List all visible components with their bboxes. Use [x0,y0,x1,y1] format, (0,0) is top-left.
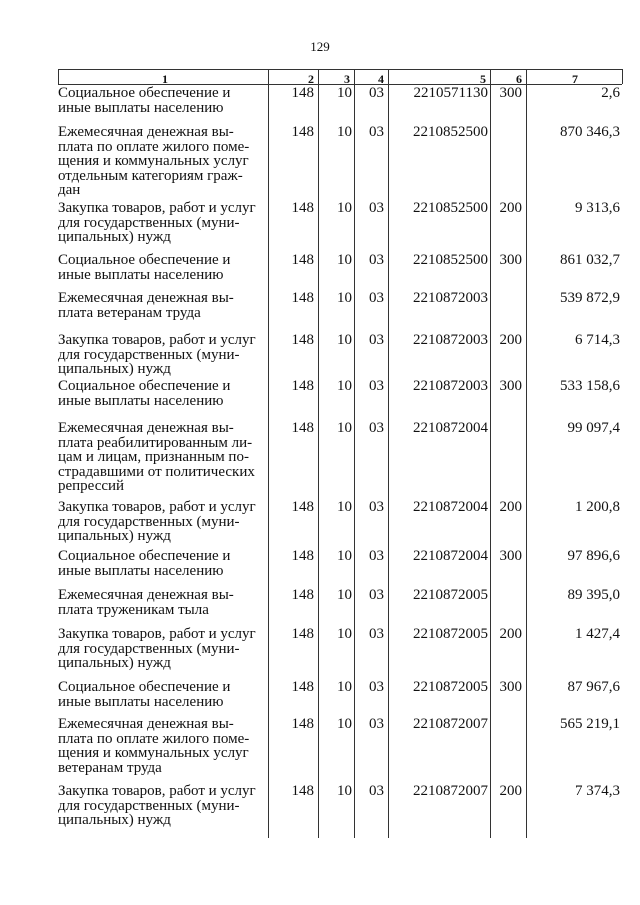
row-name: Социальное обеспечение и иные выплаты населению [58,548,231,579]
cell-subsection: 03 [369,124,384,140]
cell-amount: 1 200,8 [575,499,620,515]
cell-section: 10 [337,783,352,799]
cell-amount: 97 896,6 [567,548,620,564]
cell-subsection: 03 [369,783,384,799]
cell-amount: 1 427,4 [575,626,620,642]
cell-admin-code: 148 [291,548,314,564]
column-header-7: 7 [572,72,578,86]
row-name: Закупка товаров, работ и услуг для государственных (муни- ципальных) нужд [58,783,256,828]
row-name: Закупка товаров, работ и услуг для государственных (муни- ципальных) нужд [58,626,256,671]
cell-amount: 89 395,0 [567,587,620,603]
cell-target-article: 2210852500 [413,252,488,268]
cell-target-article: 2210872005 [413,626,488,642]
column-divider [622,69,623,84]
column-header-6: 6 [516,72,522,86]
cell-target-article: 2210872003 [413,290,488,306]
cell-admin-code: 148 [291,716,314,732]
cell-admin-code: 148 [291,332,314,348]
cell-target-article: 2210872004 [413,499,488,515]
row-name: Социальное обеспечение и иные выплаты населению [58,378,231,409]
cell-admin-code: 148 [291,290,314,306]
cell-target-article: 2210872007 [413,783,488,799]
cell-target-article: 2210872005 [413,679,488,695]
cell-subsection: 03 [369,85,384,101]
column-header-1: 1 [162,72,168,86]
row-name: Закупка товаров, работ и услуг для государственных (муни- ципальных) нужд [58,332,256,377]
column-divider [58,69,59,84]
cell-subsection: 03 [369,290,384,306]
column-divider [268,69,269,838]
cell-admin-code: 148 [291,200,314,216]
row-name: Социальное обеспечение и иные выплаты населению [58,679,231,710]
cell-subsection: 03 [369,420,384,436]
cell-admin-code: 148 [291,783,314,799]
cell-expense-type: 300 [499,378,522,394]
cell-target-article: 2210571130 [413,85,488,101]
cell-subsection: 03 [369,252,384,268]
row-name: Закупка товаров, работ и услуг для государственных (муни- ципальных) нужд [58,499,256,544]
cell-expense-type: 300 [499,252,522,268]
table-top-border [58,69,622,70]
cell-section: 10 [337,290,352,306]
row-name: Ежемесячная денежная вы- плата по оплате жилого поме- щения и коммунальных услуг отдельным категориям граж- дан [58,124,250,198]
cell-section: 10 [337,85,352,101]
cell-amount: 870 346,3 [560,124,620,140]
cell-section: 10 [337,587,352,603]
cell-amount: 7 374,3 [575,783,620,799]
cell-amount: 565 219,1 [560,716,620,732]
cell-section: 10 [337,626,352,642]
cell-admin-code: 148 [291,252,314,268]
column-header-3: 3 [344,72,350,86]
row-name: Социальное обеспечение и иные выплаты населению [58,85,231,116]
cell-section: 10 [337,252,352,268]
cell-section: 10 [337,378,352,394]
cell-expense-type: 200 [499,783,522,799]
cell-target-article: 2210852500 [413,200,488,216]
cell-target-article: 2210852500 [413,124,488,140]
cell-subsection: 03 [369,587,384,603]
row-name: Ежемесячная денежная вы- плата реабилитированным ли- цам и лицам, признанным по- страдавшими от политических репрессий [58,420,255,494]
column-divider [526,69,527,838]
cell-admin-code: 148 [291,378,314,394]
column-divider [318,69,319,838]
cell-expense-type: 300 [499,548,522,564]
cell-subsection: 03 [369,200,384,216]
page-number: 129 [310,39,330,54]
column-header-5: 5 [480,72,486,86]
cell-target-article: 2210872005 [413,587,488,603]
cell-expense-type: 200 [499,200,522,216]
cell-subsection: 03 [369,679,384,695]
cell-subsection: 03 [369,716,384,732]
cell-amount: 861 032,7 [560,252,620,268]
cell-subsection: 03 [369,626,384,642]
column-header-2: 2 [308,72,314,86]
cell-target-article: 2210872004 [413,548,488,564]
row-name: Социальное обеспечение и иные выплаты населению [58,252,231,283]
row-name: Ежемесячная денежная вы- плата ветеранам труда [58,290,234,321]
cell-amount: 533 158,6 [560,378,620,394]
cell-admin-code: 148 [291,420,314,436]
cell-section: 10 [337,200,352,216]
column-header-4: 4 [378,72,384,86]
cell-section: 10 [337,679,352,695]
cell-section: 10 [337,716,352,732]
cell-admin-code: 148 [291,499,314,515]
cell-admin-code: 148 [291,626,314,642]
cell-amount: 2,6 [601,85,620,101]
column-divider [490,69,491,838]
cell-admin-code: 148 [291,587,314,603]
cell-amount: 6 714,3 [575,332,620,348]
cell-expense-type: 200 [499,626,522,642]
cell-amount: 9 313,6 [575,200,620,216]
cell-expense-type: 300 [499,679,522,695]
cell-admin-code: 148 [291,679,314,695]
row-name: Ежемесячная денежная вы- плата труженикам тыла [58,587,234,618]
cell-expense-type: 200 [499,332,522,348]
cell-expense-type: 300 [499,85,522,101]
cell-subsection: 03 [369,499,384,515]
cell-section: 10 [337,420,352,436]
cell-admin-code: 148 [291,85,314,101]
cell-target-article: 2210872007 [413,716,488,732]
row-name: Ежемесячная денежная вы- плата по оплате жилого поме- щения и коммунальных услуг ветеранам труда [58,716,250,776]
cell-subsection: 03 [369,378,384,394]
cell-section: 10 [337,499,352,515]
cell-amount: 87 967,6 [567,679,620,695]
cell-admin-code: 148 [291,124,314,140]
cell-subsection: 03 [369,548,384,564]
cell-section: 10 [337,124,352,140]
column-divider [388,69,389,838]
cell-amount: 99 097,4 [567,420,620,436]
cell-amount: 539 872,9 [560,290,620,306]
cell-section: 10 [337,332,352,348]
cell-expense-type: 200 [499,499,522,515]
cell-section: 10 [337,548,352,564]
row-name: Закупка товаров, работ и услуг для государственных (муни- ципальных) нужд [58,200,256,245]
cell-subsection: 03 [369,332,384,348]
column-divider [354,69,355,838]
cell-target-article: 2210872004 [413,420,488,436]
cell-target-article: 2210872003 [413,332,488,348]
cell-target-article: 2210872003 [413,378,488,394]
